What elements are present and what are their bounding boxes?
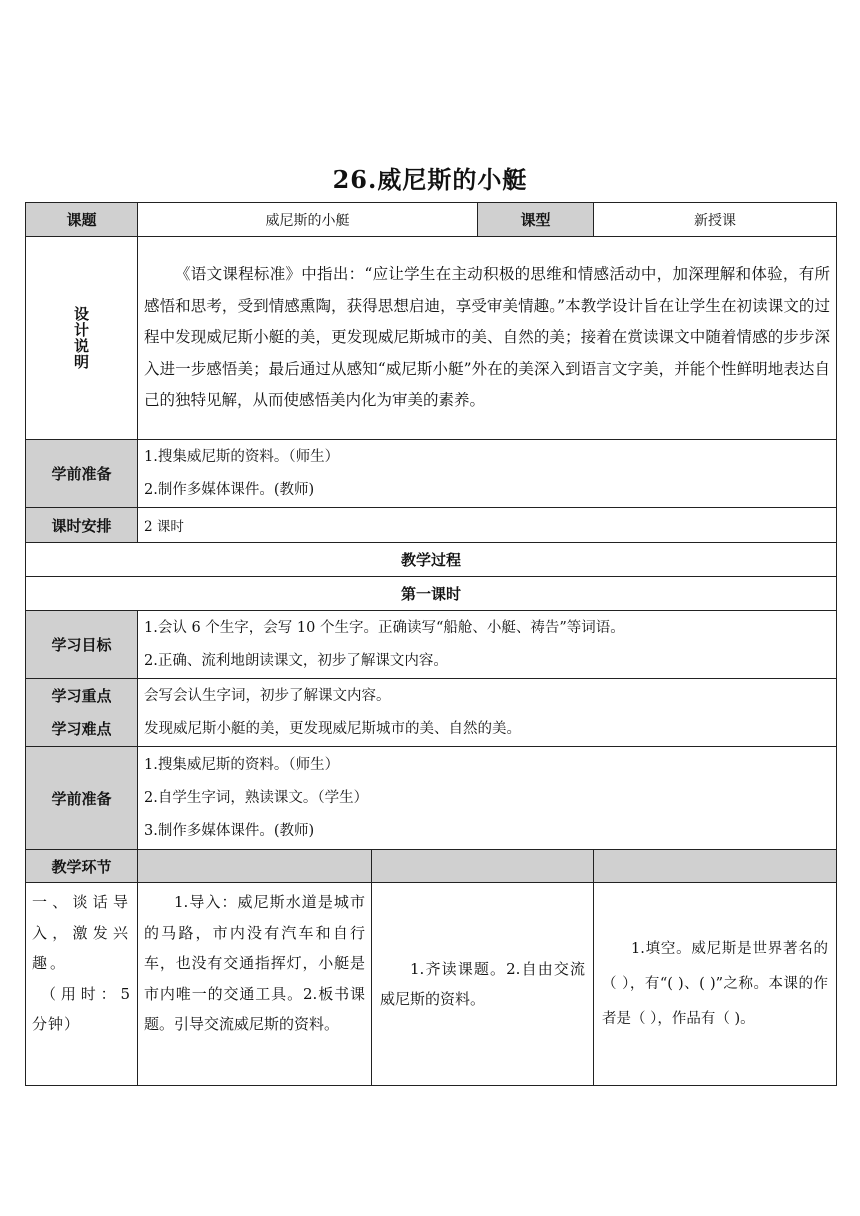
process-title: 教学过程 xyxy=(26,543,837,577)
key-values xyxy=(138,679,837,747)
prep2-item: 2.自学生字词，熟读课文。（学生） xyxy=(144,789,369,806)
design-row xyxy=(26,237,837,440)
stage-title: 一、谈话导入，激发兴趣。 xyxy=(32,893,131,972)
hard-value: 发现威尼斯小艇的美，更发现威尼斯城市的美、自然的美。 xyxy=(144,720,521,737)
lesson-plan-table xyxy=(25,202,837,1086)
goals-label: 学习目标 xyxy=(26,611,138,679)
design-label: 设 计 说 明 xyxy=(26,237,138,440)
prep2-item: 3.制作多媒体课件。(教师) xyxy=(144,822,315,839)
stage-time: （用时：5 分钟） xyxy=(32,984,131,1033)
prep2-list xyxy=(138,747,837,850)
goal-item: 2.正确、流利地朗读课文，初步了解课文内容。 xyxy=(144,652,448,669)
goals-row xyxy=(26,611,837,679)
step-row xyxy=(26,883,837,1086)
design-text: 《语文课程标准》中指出：“应让学生在主动积极的思维和情感活动中，加深理解和体验，有所感悟和思考，受到情感熏陶，获得思想启迪，享受审美情趣。”本教学设计旨在让学生在初读课文的过程中发现威尼斯小艇的美，更发现威尼斯城市的美、自然的美；接着在赏读课文中随着情感的步步深入进一步感悟美；最后通过从感知“威尼斯小艇”外在的美深入到语言文字美，并能个性鲜明地表达自己的独特见解，从而使感悟美内化为审美的素养。 xyxy=(138,237,837,440)
prep1-item: 2.制作多媒体课件。(教师) xyxy=(144,481,315,498)
steps-header-teacher xyxy=(138,850,372,883)
key-row xyxy=(26,679,837,747)
process-row xyxy=(26,543,837,577)
prep1-label: 学前准备 xyxy=(26,440,138,508)
key-value: 会写会认生字词，初步了解课文内容。 xyxy=(144,687,391,704)
schedule-row xyxy=(26,508,837,543)
type-label: 课型 xyxy=(478,203,594,237)
goals-list xyxy=(138,611,837,679)
prep2-label: 学前准备 xyxy=(26,747,138,850)
student-activity: 1.齐读课题。2.自由交流威尼斯的资料。 xyxy=(372,883,594,1086)
type-value: 新授课 xyxy=(594,203,837,237)
steps-header-row xyxy=(26,850,837,883)
topic-label: 课题 xyxy=(26,203,138,237)
lesson-title: 第一课时 xyxy=(26,577,837,611)
step-stage xyxy=(26,883,138,1086)
schedule-value: 2 课时 xyxy=(138,508,837,543)
goal-item: 1.会认 6 个生字，会写 10 个生字。正确读写“船舱、小艇、祷告”等词语。 xyxy=(144,619,625,636)
key-labels xyxy=(26,679,138,747)
prep1-list xyxy=(138,440,837,508)
prep2-item: 1.搜集威尼斯的资料。（师生） xyxy=(144,756,340,773)
page-title: 26.威尼斯的小艇 xyxy=(332,165,528,194)
exercise: 1.填空。威尼斯是世界著名的（ ），有“( )、( )”之称。本课的作者是（ ），作品有（ )。 xyxy=(594,883,837,1086)
lesson-row xyxy=(26,577,837,611)
key-label: 学习重点 xyxy=(51,686,112,705)
teacher-activity: 1.导入：威尼斯水道是城市的马路，市内没有汽车和自行车，也没有交通指挥灯，小艇是市内唯一的交通工具。2.板书课题。引导交流威尼斯的资料。 xyxy=(138,883,372,1086)
prep2-row xyxy=(26,747,837,850)
hard-label: 学习难点 xyxy=(51,719,112,738)
schedule-label: 课时安排 xyxy=(26,508,138,543)
prep1-item: 1.搜集威尼斯的资料。（师生） xyxy=(144,448,340,465)
prep1-row xyxy=(26,440,837,508)
steps-label: 教学环节 xyxy=(26,850,138,883)
header-row xyxy=(26,203,837,237)
steps-header-student xyxy=(372,850,594,883)
steps-header-exercise xyxy=(594,850,837,883)
topic-value: 威尼斯的小艇 xyxy=(138,203,478,237)
